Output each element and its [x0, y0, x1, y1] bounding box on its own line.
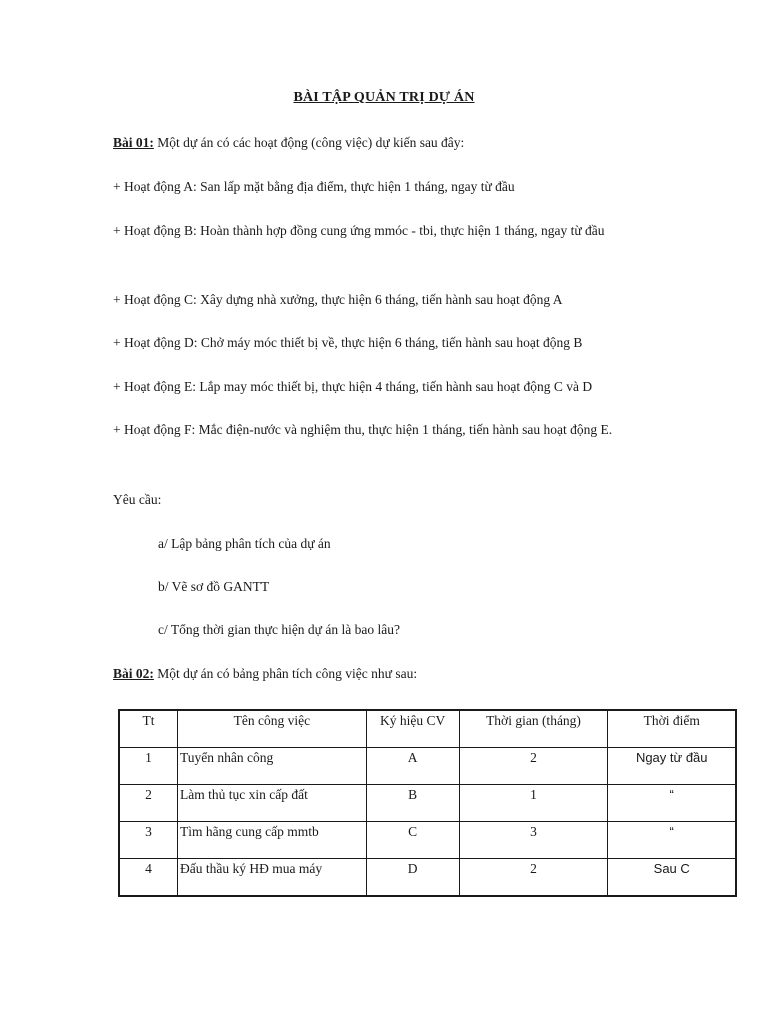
- header-task-name: Tên công việc: [178, 710, 367, 748]
- cell-task-name: Tìm hãng cung cấp mmtb: [178, 822, 367, 859]
- table-row: [119, 748, 736, 785]
- cell-tt: 2: [119, 785, 178, 822]
- cell-duration: 1: [459, 785, 608, 822]
- bai01-label: Bài 01:: [113, 135, 154, 150]
- cell-start-time: “: [608, 785, 736, 822]
- header-task-code: Ký hiệu CV: [366, 710, 459, 748]
- cell-tt: 3: [119, 822, 178, 859]
- table-row: [119, 859, 736, 897]
- cell-tt: 1: [119, 748, 178, 785]
- cell-start-time: Ngay từ đầu: [608, 748, 736, 785]
- table-row: [119, 785, 736, 822]
- cell-start-time: “: [608, 822, 736, 859]
- requirement-a: a/ Lập bảng phân tích của dự án: [158, 536, 331, 551]
- bai01-heading: [113, 130, 658, 156]
- activity-f: + Hoạt động F: Mắc điện-nước và nghiệm thu, thực hiện 1 tháng, tiến hành sau hoạt động E.: [113, 422, 613, 437]
- cell-start-time: Sau C: [608, 859, 736, 897]
- document-title: BÀI TẬP QUẢN TRỊ DỰ ÁN: [293, 90, 475, 105]
- cell-task-code: C: [366, 822, 459, 859]
- header-tt: Tt: [119, 710, 178, 748]
- cell-duration: 3: [459, 822, 608, 859]
- header-start-time: Thời điểm: [608, 710, 736, 748]
- activity-c: + Hoạt động C: Xây dựng nhà xưởng, thực hiện 6 tháng, tiến hành sau hoạt động A: [113, 292, 563, 307]
- bai02-heading: [113, 661, 658, 687]
- requirement-b: b/ Vẽ sơ đồ GANTT: [158, 579, 270, 594]
- cell-task-code: A: [366, 748, 459, 785]
- task-table: [118, 709, 737, 897]
- header-duration: Thời gian (tháng): [459, 710, 608, 748]
- requirement-c: c/ Tổng thời gian thực hiện dự án là bao lâu?: [158, 622, 400, 637]
- activity-b: + Hoạt động B: Hoàn thành hợp đồng cung ứng mmóc - tbi, thực hiện 1 tháng, ngay từ đầu: [113, 223, 605, 238]
- activity-a: + Hoạt động A: San lấp mặt bằng địa điểm, thực hiện 1 tháng, ngay từ đầu: [113, 179, 515, 194]
- activity-e: + Hoạt động E: Lắp may móc thiết bị, thực hiện 4 tháng, tiến hành sau hoạt động C và D: [113, 379, 593, 394]
- cell-tt: 4: [119, 859, 178, 897]
- activity-d: + Hoạt động D: Chở máy móc thiết bị về, thực hiện 6 tháng, tiến hành sau hoạt động B: [113, 335, 583, 350]
- requirements-label: Yêu cầu:: [113, 492, 162, 507]
- table-row: [119, 822, 736, 859]
- bai02-label: Bài 02:: [113, 666, 154, 681]
- cell-task-name: Đấu thầu ký HĐ mua máy: [178, 859, 367, 897]
- cell-task-code: B: [366, 785, 459, 822]
- cell-task-name: Tuyển nhân công: [178, 748, 367, 785]
- cell-task-code: D: [366, 859, 459, 897]
- bai01-intro: Một dự án có các hoạt động (công việc) dự kiến sau đây:: [153, 135, 465, 150]
- bai02-intro: Một dự án có bảng phân tích công việc như sau:: [153, 666, 418, 681]
- cell-duration: 2: [459, 748, 608, 785]
- cell-duration: 2: [459, 859, 608, 897]
- cell-task-name: Làm thủ tục xin cấp đất: [178, 785, 367, 822]
- table-header-row: [119, 710, 736, 748]
